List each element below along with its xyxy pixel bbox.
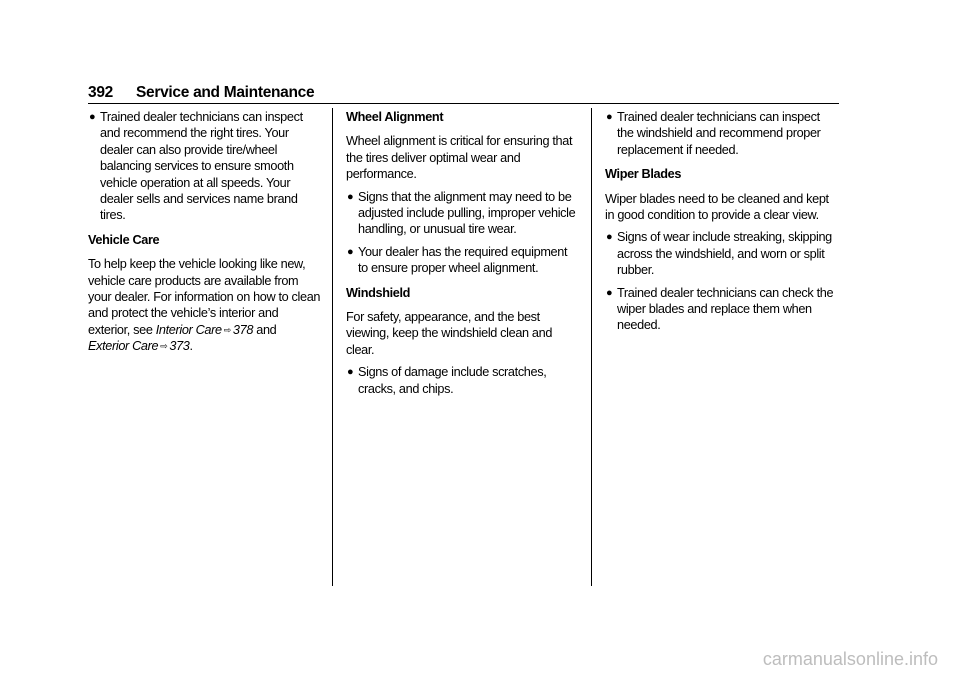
list-item [346, 244, 579, 277]
section-title: Service and Maintenance [136, 84, 315, 101]
heading-vehicle-care: Vehicle Care [88, 232, 160, 247]
bullet-text: Signs that the alignment may need to be adjusted include pulling, improper vehicle handling, or unusual tire wear. [358, 189, 576, 237]
list-item [346, 364, 579, 397]
interior-care-link[interactable]: Interior Care [155, 322, 222, 337]
bullet-icon: ● [606, 286, 613, 299]
bullet-text: Trained dealer technicians can inspect the windshield and recommend proper replacement if needed. [617, 110, 821, 157]
and-text: and [256, 322, 277, 337]
page-arrow-icon: ⇨ [223, 324, 231, 335]
windshield-paragraph: For safety, appearance, and the best viewing, keep the windshield clean and clear. [346, 310, 553, 357]
column-2 [346, 109, 579, 397]
bullet-text: Trained dealer technicians can inspect and recommend the right tires. Your dealer can also provide tire/wheel balancing services to ensure smooth vehicle operation at all speeds. Your dealer sells and services name brand tires. [100, 110, 303, 223]
wiper-blades-paragraph: Wiper blades need to be cleaned and kept in good condition to provide a clear view. [605, 191, 829, 223]
bullet-icon: ● [347, 190, 354, 203]
watermark: carmanualsonline.info [762, 649, 938, 669]
bullet-icon: ● [347, 245, 354, 258]
column-divider-1 [332, 108, 333, 586]
exterior-care-link[interactable]: Exterior Care [88, 339, 159, 354]
column-1 [88, 109, 321, 355]
paragraph-text: To help keep the vehicle looking like new, vehicle care products are available from your dealer. For information on how to clean and protect the vehicle’s interior and exterior, see [88, 257, 321, 337]
column-3 [605, 109, 838, 334]
bullet-text: Your dealer has the required equipment to ensure proper wheel alignment. [358, 244, 568, 276]
bullet-icon: ● [606, 231, 613, 244]
list-item [605, 285, 838, 334]
exterior-care-page[interactable]: 373 [169, 339, 190, 354]
page-header [88, 84, 838, 103]
list-item [605, 229, 838, 278]
bullet-icon: ● [606, 111, 613, 123]
column-divider-2 [591, 108, 592, 586]
bullet-text: Trained dealer technicians can check the wiper blades and replace them when needed. [617, 285, 834, 333]
bullet-icon: ● [347, 366, 354, 379]
heading-wiper-blades: Wiper Blades [605, 167, 682, 182]
wheel-alignment-paragraph: Wheel alignment is critical for ensuring that the tires deliver optimal wear and performance. [346, 134, 573, 182]
heading-wheel-alignment: Wheel Alignment [346, 110, 444, 124]
bullet-text: Signs of damage include scratches, cracks, and chips. [358, 365, 547, 396]
interior-care-page[interactable]: 378 [232, 322, 254, 337]
end-punctuation: . [189, 339, 193, 354]
header-rule [88, 103, 839, 104]
vehicle-care-paragraph [88, 256, 321, 354]
page-arrow-icon: ⇨ [160, 341, 168, 352]
page-number: 392 [88, 84, 113, 101]
bullet-icon: ● [89, 111, 96, 123]
heading-windshield: Windshield [346, 285, 411, 300]
list-item [346, 189, 579, 238]
bullet-text: Signs of wear include streaking, skipping across the windshield, and worn or split rubber. [617, 230, 832, 278]
list-item [605, 109, 838, 158]
list-item [88, 109, 321, 224]
